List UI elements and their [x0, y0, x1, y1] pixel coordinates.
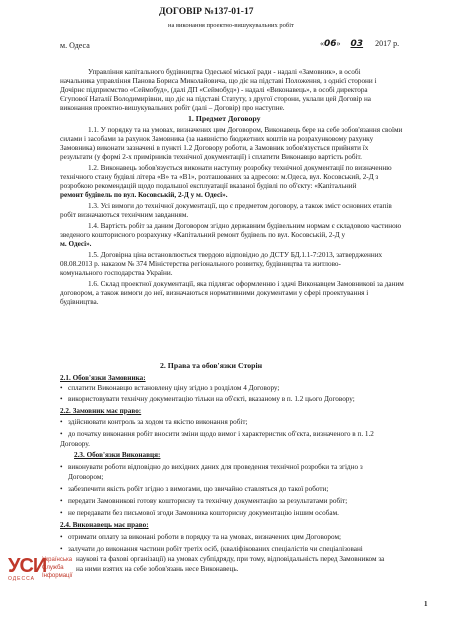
preamble-line: Управління капітального будівництва Одеської міської ради - надалі «Замовник», в особі [88, 68, 361, 76]
paragraph-1-4-line: 1.4. Вартість робіт за даним Договором згідно державним будівельним нормам є складовою частиною [88, 222, 402, 230]
logo-text-line: Інформації [42, 573, 73, 579]
paragraph-1-1-line: Замовника) виконати зазначені в пункті 1.2 Договору роботи, а Замовник зобов'язується прийняти їх [60, 144, 369, 152]
paragraph-1-4-line: зведеного кошторисного розрахунку «Капітальний ремонт будівель по вул. Косовській, 2-Д у [60, 231, 346, 239]
clause-2-3-item-cont: Договором; [68, 473, 104, 481]
paragraph-1-6-line: 1.6. Склад проектної документації, яка підлягає оформленню і здачі Виконавцем Замовникові за даним [88, 280, 404, 288]
contract-title: ДОГОВІР №137-01-17 [159, 7, 254, 17]
page-number: 1 [424, 600, 428, 608]
clause-2-3-item: • забезпечити якість робіт згідно з вимогами, що звичайно ставляться до такої роботи; [68, 485, 328, 493]
logo-text-line: Українська [42, 557, 73, 563]
paragraph-1-6-line: договором, а також вимоги до неї, визначаються нормативними документами у сфері проектування і [60, 289, 369, 297]
clause-2-1-item: • використовувати технічну документацію тільки на об'єкті, вказаному в п. 1.2 цього Договору; [68, 395, 355, 403]
paragraph-1-6-line: будівництва. [60, 298, 99, 306]
clause-2-3-item: • передати Замовникові готову кошторисну та технічну документацію за результатами робіт; [68, 497, 347, 505]
clause-2-4-item-cont: на ними взятих на себе зобов'язань несе Виконавець. [76, 565, 239, 573]
preamble-line: Дочірнє підприємство «Сеймобуд», (далі ДП «Сеймобуд») - надалі «Виконавець», в особі директора [60, 86, 368, 94]
logo-mark: УСИ [8, 555, 47, 577]
paragraph-1-2-line: ремонт будівель по вул. Косовській, 2-Д у м. Одесі». [60, 191, 228, 199]
paragraph-1-2-line: технічного стану будівлі літера «В» та «В1», розташованих за адресою: м.Одеса, вул. Косовський, 2-Д з [60, 173, 379, 181]
section-2-title: 2. Права та обов'язки Сторін [160, 361, 263, 370]
contract-date: «06» 03 2017 р. [320, 39, 400, 49]
paragraph-1-3-line: робіт визначаються технічним завданням. [60, 211, 189, 219]
clause-2-3-heading: 2.3. Обов'язки Виконавця: [74, 451, 161, 459]
section-1-title: 1. Предмет Договору [188, 114, 261, 123]
date-day: 06 [324, 39, 337, 49]
paragraph-1-5-line: 1.5. Договірна ціна встановлюється твердою відповідно до ДСТУ БД.1.1-7:2013, затвердженних [88, 251, 383, 259]
clause-2-4-item-cont: наукові та фахові організації) на умовах субпідряду, при тому, відповідальність перед Замовником за [76, 555, 385, 563]
clause-2-1-heading: 2.1. Обов'язки Замовника: [60, 374, 146, 382]
paragraph-1-1-line: 1.1. У порядку та на умовах, визначених цим Договором, Виконавець бере на себе зобов'язання своїми [88, 126, 403, 134]
preamble-line: Єгупової Наталії Володимирівни, що діє на підставі Статуту, з другої сторони, уклали цей Договір на [60, 95, 371, 103]
clause-2-2-item: • до початку виконання робіт вносити зміни щодо вимог і характеристик об'єкта, визначеного в п. 1.2 [68, 430, 374, 438]
clause-2-2-heading: 2.2. Замовник має право: [60, 407, 142, 415]
clause-2-3-item: • не передавати без письмової згоди Замовника кошторисну документацію іншим особам. [68, 509, 339, 517]
paragraph-1-5-line: комунального господарства України. [60, 269, 173, 277]
clause-2-4-item: • залучати до виконання частини робіт третіх осіб, (кваліфікованих спеціалістів чи спеціалізовані [68, 545, 363, 553]
clause-2-2-tail: Договору. [60, 440, 90, 448]
usi-watermark-logo [2, 555, 94, 599]
preamble-line: виконання проектно-вишукувальних робіт (далі – Договір) про наступне. [60, 104, 285, 112]
logo-text-line: Служба [42, 565, 64, 571]
paragraph-1-5-line: 08.08.2013 р. наказом № 374 Міністерства регіонального розвитку, будівництва та житлово- [60, 260, 341, 268]
logo-city: ОДЕССА [8, 576, 35, 582]
date-month: 03 [350, 39, 364, 49]
paragraph-1-4-line: м. Одесі». [60, 240, 92, 248]
contract-subtitle: на виконання проектно-вишукувальних робіт [168, 22, 294, 29]
clause-2-3-item: • виконувати роботи відповідно до вихідних даних для проведення технічної розробки та згідно з [68, 463, 363, 471]
clause-2-4-item: • отримати оплату за виконані роботи в порядку та на умовах, визначених цим Договором; [68, 533, 341, 541]
date-year: 2017 р. [375, 39, 400, 48]
preamble-line: начальника управління Панова Бориса Миколайовича, що діє на підставі Положення, з однієї сторони і [60, 77, 377, 85]
clause-2-2-item: • здійснювати контроль за ходом та якістю виконання робіт; [68, 418, 248, 426]
clause-2-4-heading: 2.4. Виконавець має право: [60, 521, 149, 529]
paragraph-1-1-line: силами і засобами за рахунок Замовника (за наявністю бюджетних коштів на розрахунковому рахунку [60, 135, 374, 143]
paragraph-1-2-line: 1.2. Виконавець зобов'язується виконати наступну розробку технічної документації по визначенню [88, 164, 392, 172]
paragraph-1-3-line: 1.3. Усі вимоги до технічної документації, що є предметом договору, а також зміст основних етапів [88, 202, 392, 210]
clause-2-1-item: • сплатити Виконавцю встановлену ціну згідно з розділом 4 Договору; [68, 384, 279, 392]
city-label: м. Одеса [60, 41, 90, 50]
paragraph-1-1-line: результати (у формі 2-х примірників технічної документації) і сплатити Виконавцю вартість робіт. [60, 153, 362, 161]
paragraph-1-2-line: розробкою рекомендацій щодо подальшої експлуатації вказаної будівлі по об'єкту: «Капітальний [60, 182, 357, 190]
